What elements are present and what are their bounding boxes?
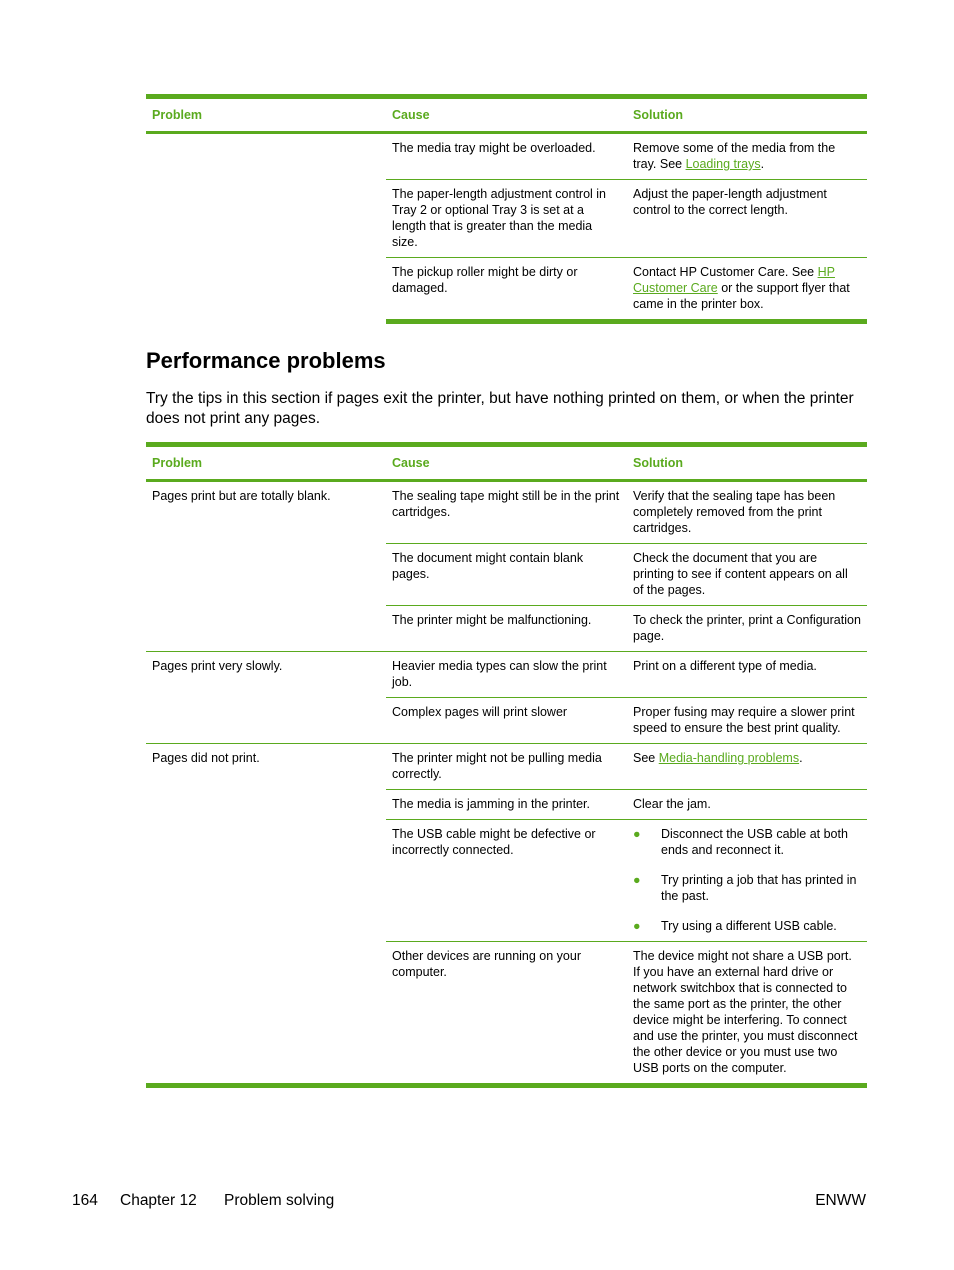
table-row: [146, 133, 867, 180]
cause-cell: The USB cable might be defective or incorrectly connected.: [386, 820, 627, 942]
solution-cell: Contact HP Customer Care. See HP Customer Care or the support flyer that came in the printer box.: [627, 258, 867, 322]
header-cause: Cause: [386, 97, 627, 133]
footer-enww: ENWW: [815, 1192, 866, 1209]
bullet-icon: ●: [633, 873, 641, 887]
solution-cell: Verify that the sealing tape has been completely removed from the print cartridges.: [627, 481, 867, 544]
solution-cell: Check the document that you are printing to see if content appears on all of the pages.: [627, 544, 867, 606]
list-item: ● Disconnect the USB cable at both ends and reconnect it.: [633, 827, 848, 857]
solution-cell: See Media-handling problems.: [627, 744, 867, 790]
cause-cell: The media is jamming in the printer.: [386, 790, 627, 820]
cause-cell: The sealing tape might still be in the print cartridges.: [386, 481, 627, 544]
cause-cell: The document might contain blank pages.: [386, 544, 627, 606]
bullet-icon: ●: [633, 827, 641, 841]
section-intro: Try the tips in this section if pages exit the printer, but have nothing printed on them, or when the printer does not print any pages.: [146, 390, 854, 427]
problem-cell: Pages print very slowly.: [146, 652, 386, 744]
cause-cell: Complex pages will print slower: [386, 698, 627, 744]
header-solution: Solution: [627, 97, 867, 133]
solution-cell: Proper fusing may require a slower print speed to ensure the best print quality.: [627, 698, 867, 744]
problem-cell: [146, 133, 386, 322]
problem-cell: Pages did not print.: [146, 744, 386, 1086]
loading-trays-link[interactable]: Loading trays: [685, 157, 761, 171]
footer-chapter: Chapter 12: [120, 1192, 197, 1209]
table-continued: [146, 94, 867, 324]
solution-cell: [627, 820, 867, 942]
table-row: [146, 652, 867, 698]
bullet-list: [633, 826, 861, 934]
list-item: ● Try using a different USB cable.: [633, 919, 837, 933]
cause-cell: The paper-length adjustment control in Tray 2 or optional Tray 3 is set at a length that is greater than the media size.: [386, 180, 627, 258]
cause-cell: Other devices are running on your computer.: [386, 942, 627, 1086]
cause-cell: The media tray might be overloaded.: [386, 133, 627, 180]
cause-cell: The printer might not be pulling media correctly.: [386, 744, 627, 790]
header-solution: Solution: [627, 445, 867, 481]
section-title: Performance problems: [146, 348, 386, 373]
bullet-icon: ●: [633, 919, 641, 933]
footer-page-number: 164: [72, 1192, 98, 1209]
cause-cell: The pickup roller might be dirty or damaged.: [386, 258, 627, 322]
footer-chapter-title: Problem solving: [224, 1192, 335, 1209]
solution-cell: Remove some of the media from the tray. See Loading trays.: [627, 133, 867, 180]
performance-table: [146, 442, 867, 1088]
problem-cell: Pages print but are totally blank.: [146, 481, 386, 652]
media-handling-problems-link[interactable]: Media-handling problems: [658, 751, 800, 765]
table-row: [146, 481, 867, 544]
cause-cell: The printer might be malfunctioning.: [386, 606, 627, 652]
solution-cell: The device might not share a USB port. If you have an external hard drive or network switchbox that is connected to the same port as the printer, the other device might be interfering. To connect and use the printer, you must disconnect the other device or you must use two USB ports on the computer.: [627, 942, 867, 1086]
cause-cell: Heavier media types can slow the print job.: [386, 652, 627, 698]
solution-cell: Adjust the paper-length adjustment control to the correct length.: [627, 180, 867, 258]
hp-customer-care-link[interactable]: HP Customer Care: [633, 265, 835, 295]
solution-cell: Print on a different type of media.: [627, 652, 867, 698]
header-problem: Problem: [146, 445, 386, 481]
solution-cell: Clear the jam.: [627, 790, 867, 820]
header-problem: Problem: [146, 97, 386, 133]
header-cause: Cause: [386, 445, 627, 481]
solution-cell: To check the printer, print a Configuration page.: [627, 606, 867, 652]
table-row: [146, 744, 867, 790]
list-item: ● Try printing a job that has printed in the past.: [633, 873, 857, 903]
